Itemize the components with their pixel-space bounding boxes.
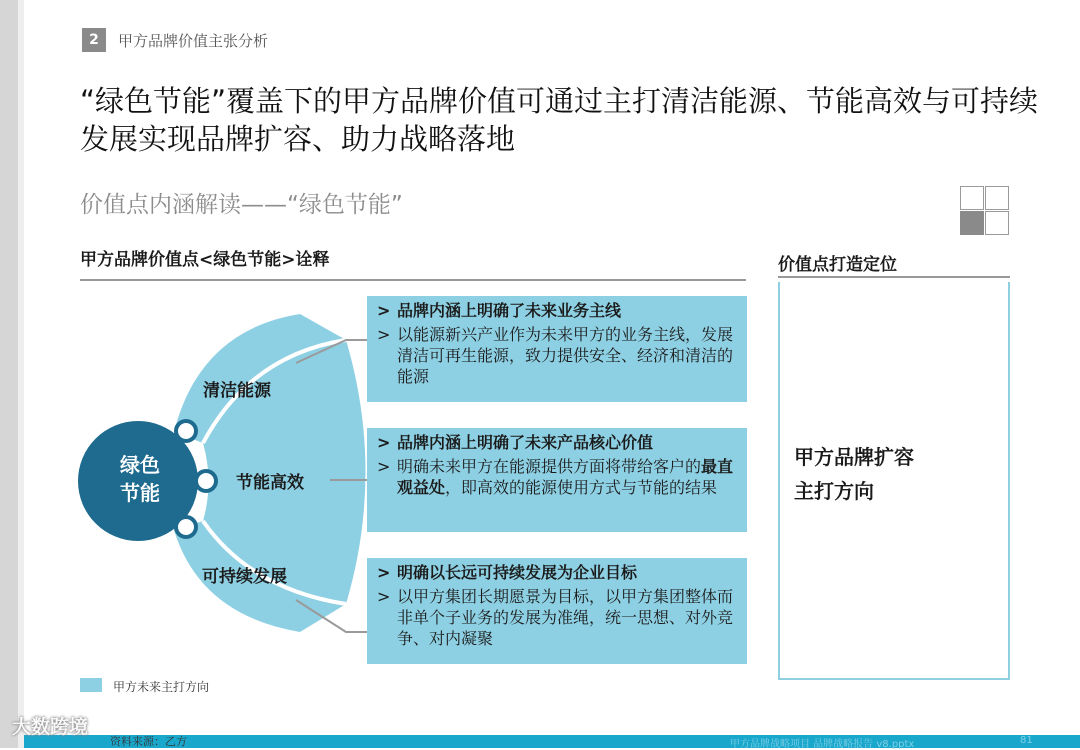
hub-label-line-1: 绿色 bbox=[120, 453, 160, 477]
section-number: 2 bbox=[82, 28, 106, 52]
box-body-part-1: 明确未来甲方在能源提供方面将带给客户的 bbox=[397, 457, 702, 476]
bullet-marker: > bbox=[377, 325, 391, 344]
segment-label-clean-energy: 清洁能源 bbox=[203, 381, 271, 401]
box-body-part-2: ，即高效的能源使用方式与节能的结果 bbox=[445, 478, 718, 497]
segment-label-efficiency: 节能高效 bbox=[236, 473, 304, 493]
source-note: 资料来源：乙方 bbox=[110, 735, 187, 748]
legend-swatch bbox=[80, 678, 102, 692]
box-body bbox=[397, 456, 737, 498]
bullet-marker: > bbox=[377, 301, 391, 320]
box-heading: 明确以长远可持续发展为企业目标 bbox=[397, 563, 638, 582]
slide-subheading: 价值点内涵解读——“绿色节能” bbox=[80, 192, 403, 218]
value-box-sustainability bbox=[367, 558, 747, 664]
positioning-box bbox=[778, 282, 1010, 680]
section-title: 甲方品牌价值主张分析 bbox=[118, 32, 269, 50]
page-number: 81 bbox=[1020, 735, 1033, 746]
left-margin-bar-inner bbox=[18, 0, 24, 748]
box-heading: 品牌内涵上明确了未来产品核心价值 bbox=[397, 433, 654, 452]
box-heading: 品牌内涵上明确了未来业务主线 bbox=[397, 301, 622, 320]
hub-label-line-2: 节能 bbox=[120, 481, 160, 505]
positioning-line-1: 甲方品牌扩容 bbox=[794, 445, 914, 469]
left-panel-heading: 甲方品牌价值点<绿色节能>诠释 bbox=[80, 250, 330, 270]
footer-text: 甲方品牌战略项目 品牌战略报告 v8.pptx bbox=[730, 739, 915, 750]
value-box-product bbox=[367, 428, 747, 532]
legend-label: 甲方未来主打方向 bbox=[113, 680, 210, 694]
box-body-emphasis: 最直观益处 bbox=[397, 457, 734, 497]
bullet-marker: > bbox=[377, 433, 391, 452]
connector-node-1 bbox=[176, 421, 196, 441]
watermark-text: 大数跨境 bbox=[12, 716, 89, 738]
connector-node-3 bbox=[176, 517, 196, 537]
right-panel-heading: 价值点打造定位 bbox=[778, 255, 897, 275]
bullet-marker: > bbox=[377, 563, 391, 582]
bullet-marker: > bbox=[377, 457, 391, 476]
hub-label bbox=[100, 451, 180, 507]
right-heading-divider bbox=[778, 276, 1010, 278]
segment-label-sustainability: 可持续发展 bbox=[202, 567, 287, 587]
left-heading-divider bbox=[80, 279, 746, 281]
left-margin-bar bbox=[0, 0, 18, 748]
positioning-line-2: 主打方向 bbox=[794, 479, 874, 503]
value-box-business bbox=[367, 296, 747, 402]
box-body: 以能源新兴产业作为未来甲方的业务主线，发展清洁可再生能源，致力提供安全、经济和清洁的能源 bbox=[397, 325, 734, 386]
box-body: 以甲方集团长期愿景为目标，以甲方集团整体而非单个子业务的发展为准绳，统一思想、对外竞争、对内凝聚 bbox=[397, 587, 734, 648]
quadrant-grid-icon bbox=[960, 186, 1010, 236]
connector-node-2 bbox=[196, 471, 216, 491]
bullet-marker: > bbox=[377, 587, 391, 606]
slide-headline: “绿色节能”覆盖下的甲方品牌价值可通过主打清洁能源、节能高效与可持续发展实现品牌扩容、助力战略落地 bbox=[80, 84, 1039, 156]
